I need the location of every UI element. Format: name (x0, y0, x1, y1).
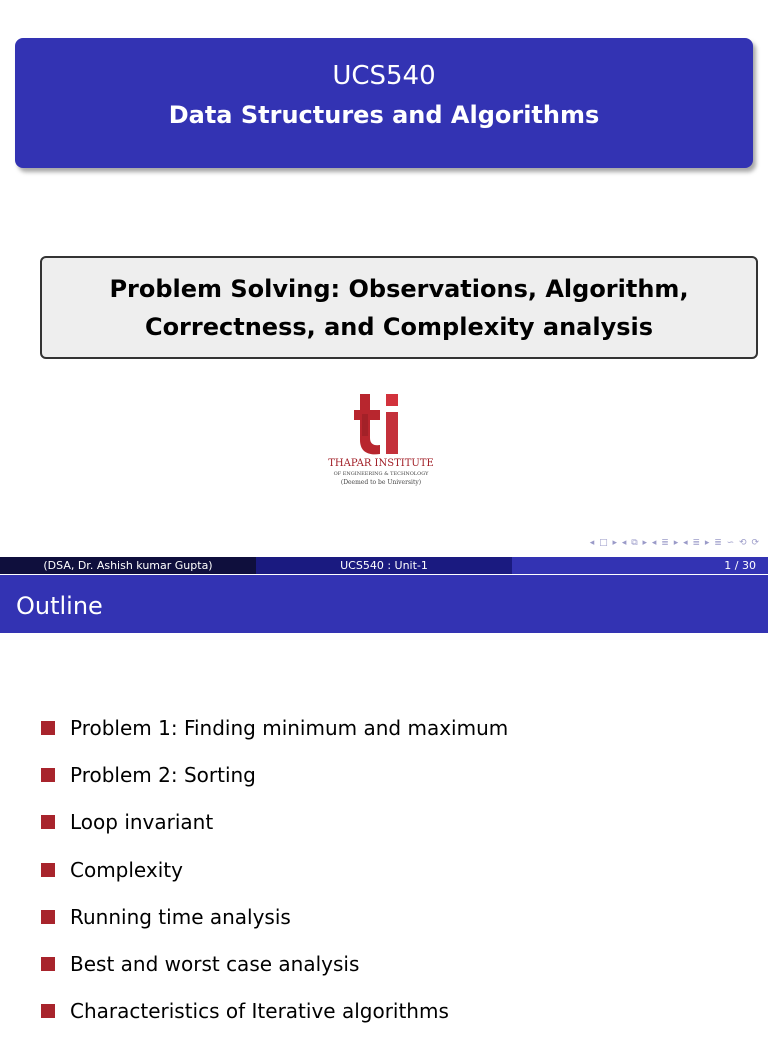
slide-footer (0, 557, 768, 574)
subtitle-box (40, 256, 758, 359)
list-item-label: Complexity (70, 857, 183, 882)
frame-header (0, 575, 768, 633)
list-item-label: Characteristics of Iterative algorithms (70, 999, 449, 1024)
frame-title: Outline (16, 592, 103, 620)
list-item-label: Problem 1: Finding minimum and maximum (70, 716, 509, 740)
bullet-square-icon (41, 863, 55, 877)
bullet-square-icon (41, 815, 55, 829)
bullet-square-icon (41, 768, 55, 782)
list-item-label: Best and worst case analysis (70, 951, 360, 976)
footer-page (512, 557, 768, 574)
course-code: UCS540 (332, 61, 436, 91)
logo-subtitle: OF ENGINEERING & TECHNOLOGY (333, 471, 429, 477)
logo-deemed: (Deemed to be University) (340, 479, 422, 486)
bullet-square-icon (41, 1004, 55, 1018)
page-number: 1 / 30 (724, 559, 756, 572)
list-item-label: Problem 2: Sorting (70, 763, 256, 788)
title-banner (15, 38, 753, 168)
thapar-institute-logo (296, 388, 466, 490)
footer-unit: UCS540 : Unit-1 (256, 557, 512, 574)
beamer-navigation-icons[interactable]: ◂ □ ▸ ◂ ⧉ ▸ ◂ ≣ ▸ ◂ ≣ ▸ ≣ ∽ ⟲ ⟳ (589, 538, 760, 548)
list-item-label: Loop invariant (70, 810, 214, 835)
ti-logo-icon (352, 390, 408, 456)
list-item-label: Running time analysis (70, 904, 291, 929)
logo-institute-name: THAPAR INSTITUTE (328, 458, 434, 469)
bullet-square-icon (41, 721, 55, 735)
footer-author: (DSA, Dr. Ashish kumar Gupta) (0, 557, 256, 574)
bullet-square-icon (41, 957, 55, 971)
bullet-square-icon (41, 910, 55, 924)
subtitle: Problem Solving: Observations, Algorithm, Correctness, and Complexity analysis (109, 274, 689, 341)
course-name: Data Structures and Algorithms (168, 101, 600, 129)
